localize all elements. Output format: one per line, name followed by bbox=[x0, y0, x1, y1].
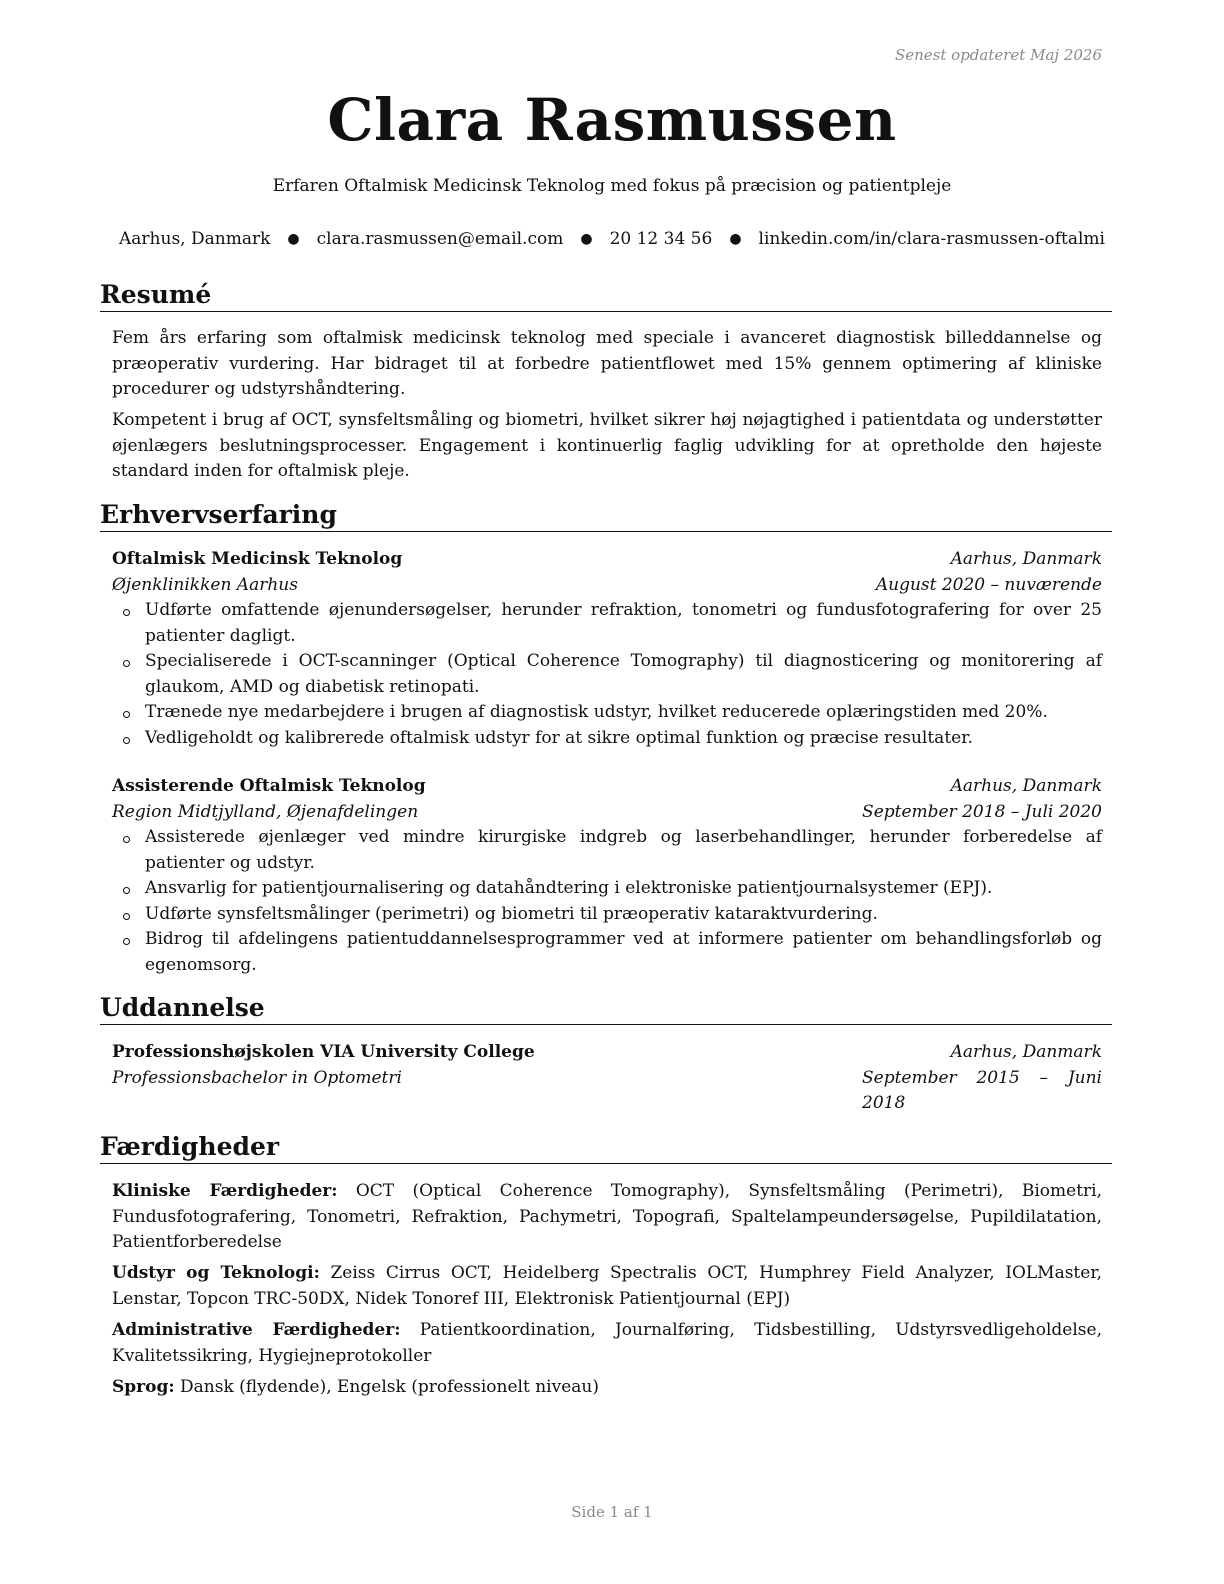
section-heading-summary: Resumé bbox=[100, 280, 1112, 312]
page-number: Side 1 af 1 bbox=[571, 1503, 653, 1521]
section-heading-experience: Erhvervserfaring bbox=[100, 500, 1112, 532]
contact-line bbox=[0, 229, 1224, 249]
school-location: Aarhus, Danmark bbox=[950, 1042, 1102, 1062]
list-item: Udførte synsfeltsmålinger (perimetri) og biometri til præoperativ kataraktvurdering. bbox=[112, 902, 1102, 928]
job-location: Aarhus, Danmark bbox=[950, 549, 1102, 569]
job-entry bbox=[112, 547, 1102, 751]
job-location: Aarhus, Danmark bbox=[950, 776, 1102, 796]
skill-group bbox=[112, 1375, 1102, 1401]
job-title: Assisterende Oftalmisk Teknolog bbox=[112, 776, 426, 796]
job-dates: August 2020 – nuværende bbox=[875, 574, 1102, 595]
candidate-name: Clara Rasmussen bbox=[327, 86, 897, 154]
last-updated: Senest opdateret Maj 2026 bbox=[894, 46, 1102, 64]
job-bullets bbox=[112, 825, 1102, 978]
job-entry bbox=[112, 774, 1102, 978]
list-item: Assisterede øjenlæger ved mindre kirurgiske indgreb og laserbehandlinger, herunder forberedelse af patienter og udstyr. bbox=[112, 825, 1102, 876]
bullet-separator: ● bbox=[729, 231, 742, 247]
contact-location: Aarhus, Danmark bbox=[119, 229, 271, 249]
section-heading-education: Uddannelse bbox=[100, 993, 1112, 1025]
job-employer: Øjenklinikken Aarhus bbox=[112, 574, 298, 595]
skill-text: OCT (Optical Coherence Tomography), Synsfeltsmåling (Perimetri), Biometri, Fundusfotografering, Tonometri, Refraktion, Pachymetri, Topografi, Spaltelampeundersøgelse, Pupildilatation, Patientforberedelse bbox=[112, 1181, 1102, 1252]
education-dates: September 2015 – Juni 2018 bbox=[862, 1067, 1102, 1113]
job-bullets bbox=[112, 598, 1102, 751]
contact-phone: 20 12 34 56 bbox=[609, 229, 713, 249]
skill-text: Dansk (flydende), Engelsk (professionelt niveau) bbox=[180, 1377, 599, 1397]
job-dates: September 2018 – Juli 2020 bbox=[862, 801, 1102, 822]
skill-text: Zeiss Cirrus OCT, Heidelberg Spectralis OCT, Humphrey Field Analyzer, IOLMaster, Lenstar, Topcon TRC-50DX, Nidek Tonoref III, Elektronisk Patientjournal (EPJ) bbox=[112, 1263, 1102, 1309]
job-employer: Region Midtjylland, Øjenafdelingen bbox=[112, 801, 419, 822]
contact-linkedin[interactable]: linkedin.com/in/clara-rasmussen-oftalmi bbox=[758, 229, 1105, 249]
list-item: Bidrog til afdelingens patientuddannelsesprogrammer ved at informere patienter om behandlingsforløb og egenomsorg. bbox=[112, 927, 1102, 978]
skill-label: Sprog: bbox=[112, 1377, 175, 1397]
list-item: Trænede nye medarbejdere i brugen af diagnostisk udstyr, hvilket reducerede oplæringstiden med 20%. bbox=[112, 700, 1102, 726]
education-entry bbox=[112, 1040, 1102, 1117]
section-heading-skills: Færdigheder bbox=[100, 1132, 1112, 1164]
skill-group bbox=[112, 1261, 1102, 1312]
school-name: Professionshøjskolen VIA University College bbox=[112, 1042, 535, 1062]
job-title: Oftalmisk Medicinsk Teknolog bbox=[112, 549, 403, 569]
skill-group bbox=[112, 1179, 1102, 1256]
list-item: Udførte omfattende øjenundersøgelser, herunder refraktion, tonometri og fundusfotografering for over 25 patienter dagligt. bbox=[112, 598, 1102, 649]
summary-paragraph: Kompetent i brug af OCT, synsfeltsmåling og biometri, hvilket sikrer høj nøjagtighed i patientdata og understøtter øjenlægers beslutningsprocesser. Engagement i kontinuerlig faglig udvikling for at opretholde den højeste standard inden for oftalmisk pleje. bbox=[112, 410, 1102, 481]
degree: Professionsbachelor in Optometri bbox=[112, 1067, 402, 1088]
contact-email[interactable]: clara.rasmussen@email.com bbox=[316, 229, 564, 249]
list-item: Ansvarlig for patientjournalisering og datahåndtering i elektroniske patientjournalsystemer (EPJ). bbox=[112, 876, 1102, 902]
list-item: Specialiserede i OCT-scanninger (Optical Coherence Tomography) til diagnosticering og monitorering af glaukom, AMD og diabetisk retinopati. bbox=[112, 649, 1102, 700]
summary-paragraph: Fem års erfaring som oftalmisk medicinsk teknolog med speciale i avanceret diagnostisk billeddannelse og præoperativ vurdering. Har bidraget til at forbedre patientflowet med 15% gennem optimering af kliniske procedurer og udstyrshåndtering. bbox=[112, 328, 1102, 399]
bullet-separator: ● bbox=[580, 231, 593, 247]
skill-label: Kliniske Færdigheder: bbox=[112, 1181, 338, 1201]
tagline: Erfaren Oftalmisk Medicinsk Teknolog med fokus på præcision og patientpleje bbox=[272, 176, 952, 196]
skill-label: Administrative Færdigheder: bbox=[112, 1320, 401, 1340]
skill-label: Udstyr og Teknologi: bbox=[112, 1263, 320, 1283]
skill-group bbox=[112, 1318, 1102, 1369]
list-item: Vedligeholdt og kalibrerede oftalmisk udstyr for at sikre optimal funktion og præcise resultater. bbox=[112, 726, 1102, 752]
bullet-separator: ● bbox=[287, 231, 300, 247]
skill-text: Patientkoordination, Journalføring, Tidsbestilling, Udstyrsvedligeholdelse, Kvalitetssikring, Hygiejneprotokoller bbox=[112, 1320, 1102, 1366]
